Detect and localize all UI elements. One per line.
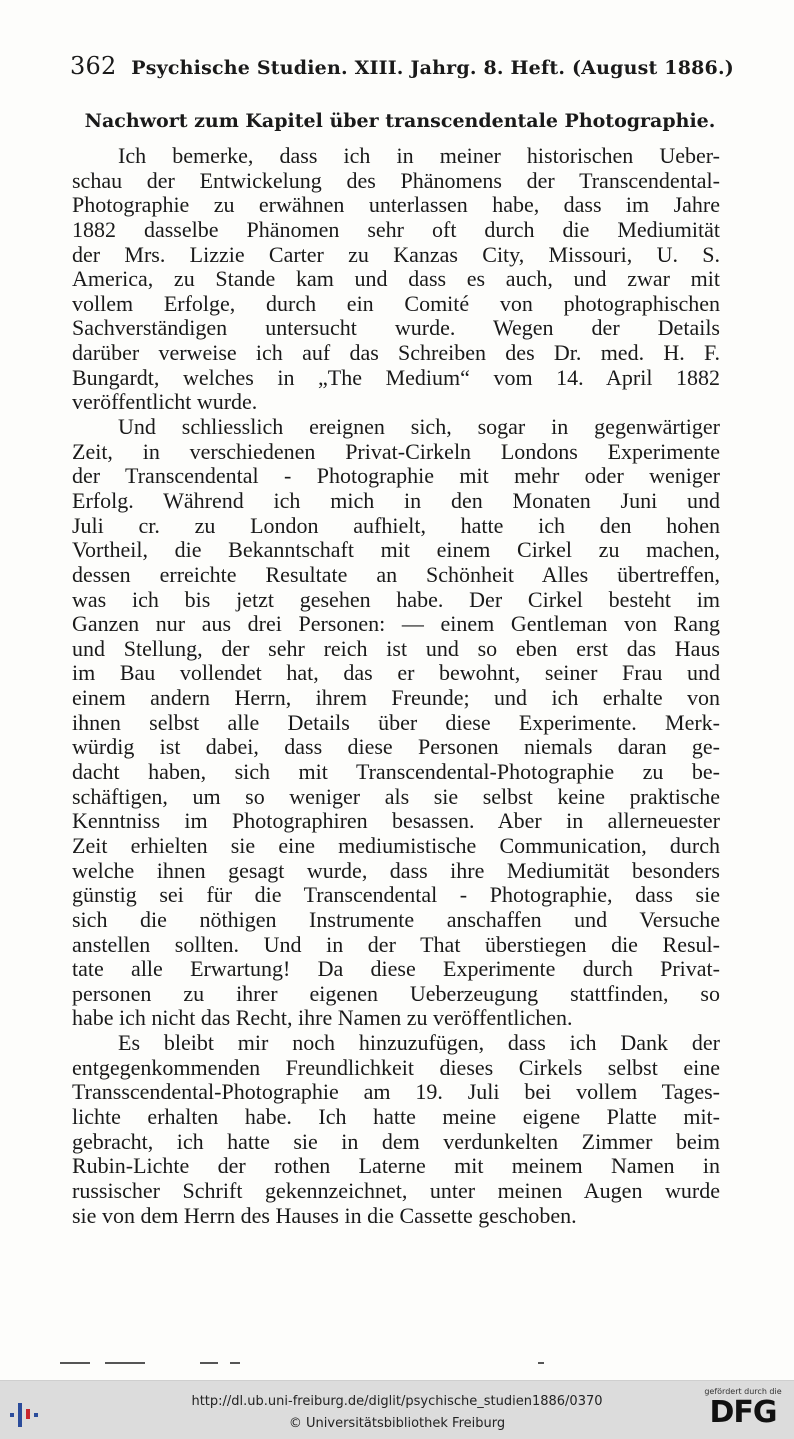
text-line: vollem Erfolge, durch ein Comité von photographischen xyxy=(72,290,720,316)
text-line: im Bau vollendet hat, das er bewohnt, seiner Frau und xyxy=(72,660,720,686)
text-line: Ganzen nur aus drei Personen: — einem Gentleman von Rang xyxy=(72,611,720,637)
text-line: Es bleibt mir noch hinzuzufügen, dass ich Dank der xyxy=(118,1030,720,1056)
permalink-url[interactable]: http://dl.ub.uni-freiburg.de/diglit/psychische_studien1886/0370 xyxy=(191,1394,603,1409)
text-line: russischer Schrift gekennzeichnet, unter meinen Augen wurde xyxy=(72,1177,720,1203)
text-line: Erfolg. Während ich mich in den Monaten Juni und xyxy=(72,487,720,513)
page-number: 362 xyxy=(70,52,117,80)
text-line: Juli cr. zu London aufhielt, hatte ich den hohen xyxy=(72,512,720,538)
text-line: Kenntniss im Photographiren besassen. Aber in allerneuester xyxy=(72,808,720,834)
text-line: lichte erhalten habe. Ich hatte meine eigene Platte mit- xyxy=(72,1103,720,1129)
text-line: 1882 dasselbe Phänomen sehr oft durch die Mediumität xyxy=(72,216,720,242)
text-line: ihnen selbst alle Details über diese Experimente. Merk- xyxy=(72,709,720,735)
text-line: Rubin-Lichte der rothen Laterne mit meinem Namen in xyxy=(72,1153,720,1179)
text-line: dessen erreichte Resultate an Schönheit Alles übertreffen, xyxy=(72,561,720,587)
running-head xyxy=(70,52,734,80)
text-line: günstig sei für die Transcendental - Photographie, dass sie xyxy=(72,882,720,908)
body-text xyxy=(72,144,720,1228)
text-line: Photographie zu erwähnen unterlassen habe, dass im Jahre xyxy=(72,192,720,218)
text-line: schau der Entwickelung des Phänomens der Transcendental- xyxy=(72,167,720,193)
text-line: was ich bis jetzt gesehen habe. Der Cirkel besteht im xyxy=(72,586,720,612)
text-line: Sachverständigen untersucht wurde. Wegen der Details xyxy=(72,315,720,341)
copyright-notice: © Universitätsbibliothek Freiburg xyxy=(288,1416,506,1431)
text-line: tate alle Erwartung! Da diese Experimente durch Privat- xyxy=(72,956,720,982)
viewer-footer xyxy=(0,1380,794,1439)
text-line: Bungardt, welches in „The Medium“ vom 14. April 1882 xyxy=(72,364,720,390)
text-line: sich die nöthigen Instrumente anschaffen und Versuche xyxy=(72,906,720,932)
text-line: Vortheil, die Bekanntschaft mit einem Cirkel zu machen, xyxy=(72,537,720,563)
text-line: Zeit, in verschiedenen Privat-Cirkeln Londons Experimente xyxy=(72,438,720,464)
text-line: dacht haben, sich mit Transcendental-Photographie zu be- xyxy=(72,759,720,785)
text-line: und Stellung, der sehr reich ist und so eben erst das Haus xyxy=(72,635,720,661)
text-line: Ich bemerke, dass ich in meiner historischen Ueber- xyxy=(118,143,720,168)
text-line: Transscendental-Photographie am 19. Juli bei vollem Tages- xyxy=(72,1079,720,1105)
text-line: Zeit erhielten sie eine mediumistische Communication, durch xyxy=(72,832,720,858)
scan-artifact-marks xyxy=(60,1362,560,1366)
text-line: gebracht, ich hatte sie in dem verdunkelten Zimmer beim xyxy=(72,1128,720,1154)
running-head-title: Psychische Studien. XIII. Jahrg. 8. Heft. (August 1886.) xyxy=(131,57,734,79)
dfg-logo[interactable] xyxy=(702,1387,784,1435)
text-line: einem andern Herrn, ihrem Freunde; und ich erhalte von xyxy=(72,685,720,711)
text-line: habe ich nicht das Recht, ihre Namen zu veröffentlichen. xyxy=(72,1005,573,1031)
text-line: anstellen sollten. Und in der That überstiegen die Resul- xyxy=(72,931,720,957)
text-line: personen zu ihrer eigenen Ueberzeugung stattfinden, so xyxy=(72,980,720,1006)
text-line: veröffentlicht wurde. xyxy=(72,389,258,415)
text-line: schäftigen, um so weniger als sie selbst keine praktische xyxy=(72,783,720,809)
text-line: Und schliesslich ereignen sich, sogar in gegenwärtiger xyxy=(118,414,720,440)
text-line: der Transcendental - Photographie mit mehr oder weniger xyxy=(72,463,720,489)
text-line: entgegenkommenden Freundlichkeit dieses Cirkels selbst eine xyxy=(72,1054,720,1080)
text-line: würdig ist dabei, dass diese Personen niemals daran ge- xyxy=(72,734,720,760)
text-line: welche ihnen gesagt wurde, dass ihre Mediumität besonders xyxy=(72,857,720,883)
text-line: sie von dem Herrn des Hauses in die Cassette geschoben. xyxy=(72,1202,577,1228)
dfg-mark: DFG xyxy=(709,1395,777,1430)
text-line: darüber verweise ich auf das Schreiben des Dr. med. H. F. xyxy=(72,340,720,366)
section-title: Nachwort zum Kapitel über transcendentale Photographie. xyxy=(84,110,716,132)
text-line: der Mrs. Lizzie Carter zu Kanzas City, Missouri, U. S. xyxy=(72,241,720,267)
dfg-caption: gefördert durch die xyxy=(704,1387,782,1396)
text-line: America, zu Stande kam und dass es auch, und zwar mit xyxy=(72,266,720,292)
